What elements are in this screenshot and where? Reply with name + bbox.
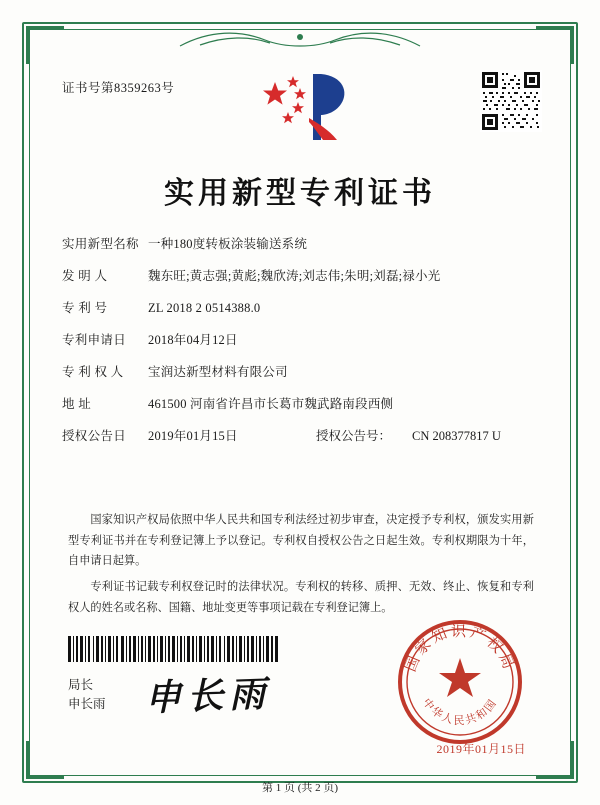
field-row (62, 268, 542, 286)
field-value: ZL 2018 2 0514388.0 (148, 301, 261, 315)
field-value: 魏东旺;黄志强;黄彪;魏欣涛;刘志伟;朱明;刘磊;禄小光 (148, 269, 441, 283)
signatory-name: 申长雨 (68, 697, 106, 712)
field-value: 461500 河南省许昌市长葛市魏武路南段西侧 (148, 397, 394, 411)
field-label: 专 利 号 (62, 301, 108, 315)
field-row (62, 364, 542, 382)
field-label: 专利申请日 (62, 333, 127, 347)
signatory-role: 局长 (68, 678, 94, 692)
legal-paragraph: 专利证书记载专利权登记时的法律状况。专利权的转移、质押、无效、终止、恢复和专利权人的姓名或名称、国籍、地址变更等事项记载在专利登记簿上。 (68, 581, 534, 614)
barcode (68, 636, 278, 662)
field-row (62, 332, 542, 350)
field-value: 一种180度转板涂装输送系统 (148, 237, 308, 251)
grant-date-value: 2019年01月15日 (148, 429, 238, 443)
field-list (62, 236, 542, 460)
handwritten-signature: 申长雨 (144, 673, 272, 719)
grant-date-label: 授权公告日 (62, 429, 127, 443)
certificate-content (40, 40, 560, 765)
field-label: 地 址 (62, 397, 92, 411)
svg-text:中华人民共和国: 中华人民共和国 (420, 696, 500, 727)
grant-row (62, 428, 542, 446)
qr-code-icon (480, 70, 542, 132)
grant-number-value: CN 208377817 U (412, 429, 501, 443)
grant-number-label: 授权公告号： (316, 429, 392, 443)
page-title: 实用新型专利证书 (164, 177, 436, 210)
page-footer: 第 1 页 (共 2 页) (261, 782, 339, 794)
field-row (62, 396, 542, 414)
official-seal (396, 618, 524, 746)
signatory-block (68, 676, 106, 715)
field-value: 宝润达新型材料有限公司 (148, 365, 288, 379)
field-value: 2018年04月12日 (148, 333, 238, 347)
field-row (62, 300, 542, 318)
legal-paragraph: 国家知识产权局依照中华人民共和国专利法经过初步审查，决定授予专利权，颁发实用新型专利证书并在专利登记簿上予以登记。专利权自授权公告之日起生效。专利权期限为十年，自申请日起算。 (68, 514, 534, 568)
certificate-number: 证书号第8359263号 (62, 81, 175, 95)
field-label: 实用新型名称 (62, 237, 139, 251)
seal-date: 2019年01月15日 (436, 742, 526, 756)
field-label: 专 利 权 人 (62, 365, 124, 379)
svg-text:国家知识产权局: 国家知识产权局 (402, 624, 518, 675)
field-label: 发 明 人 (62, 269, 108, 283)
field-row (62, 236, 542, 254)
legal-text (68, 510, 534, 624)
patent-office-logo-icon (245, 68, 355, 146)
